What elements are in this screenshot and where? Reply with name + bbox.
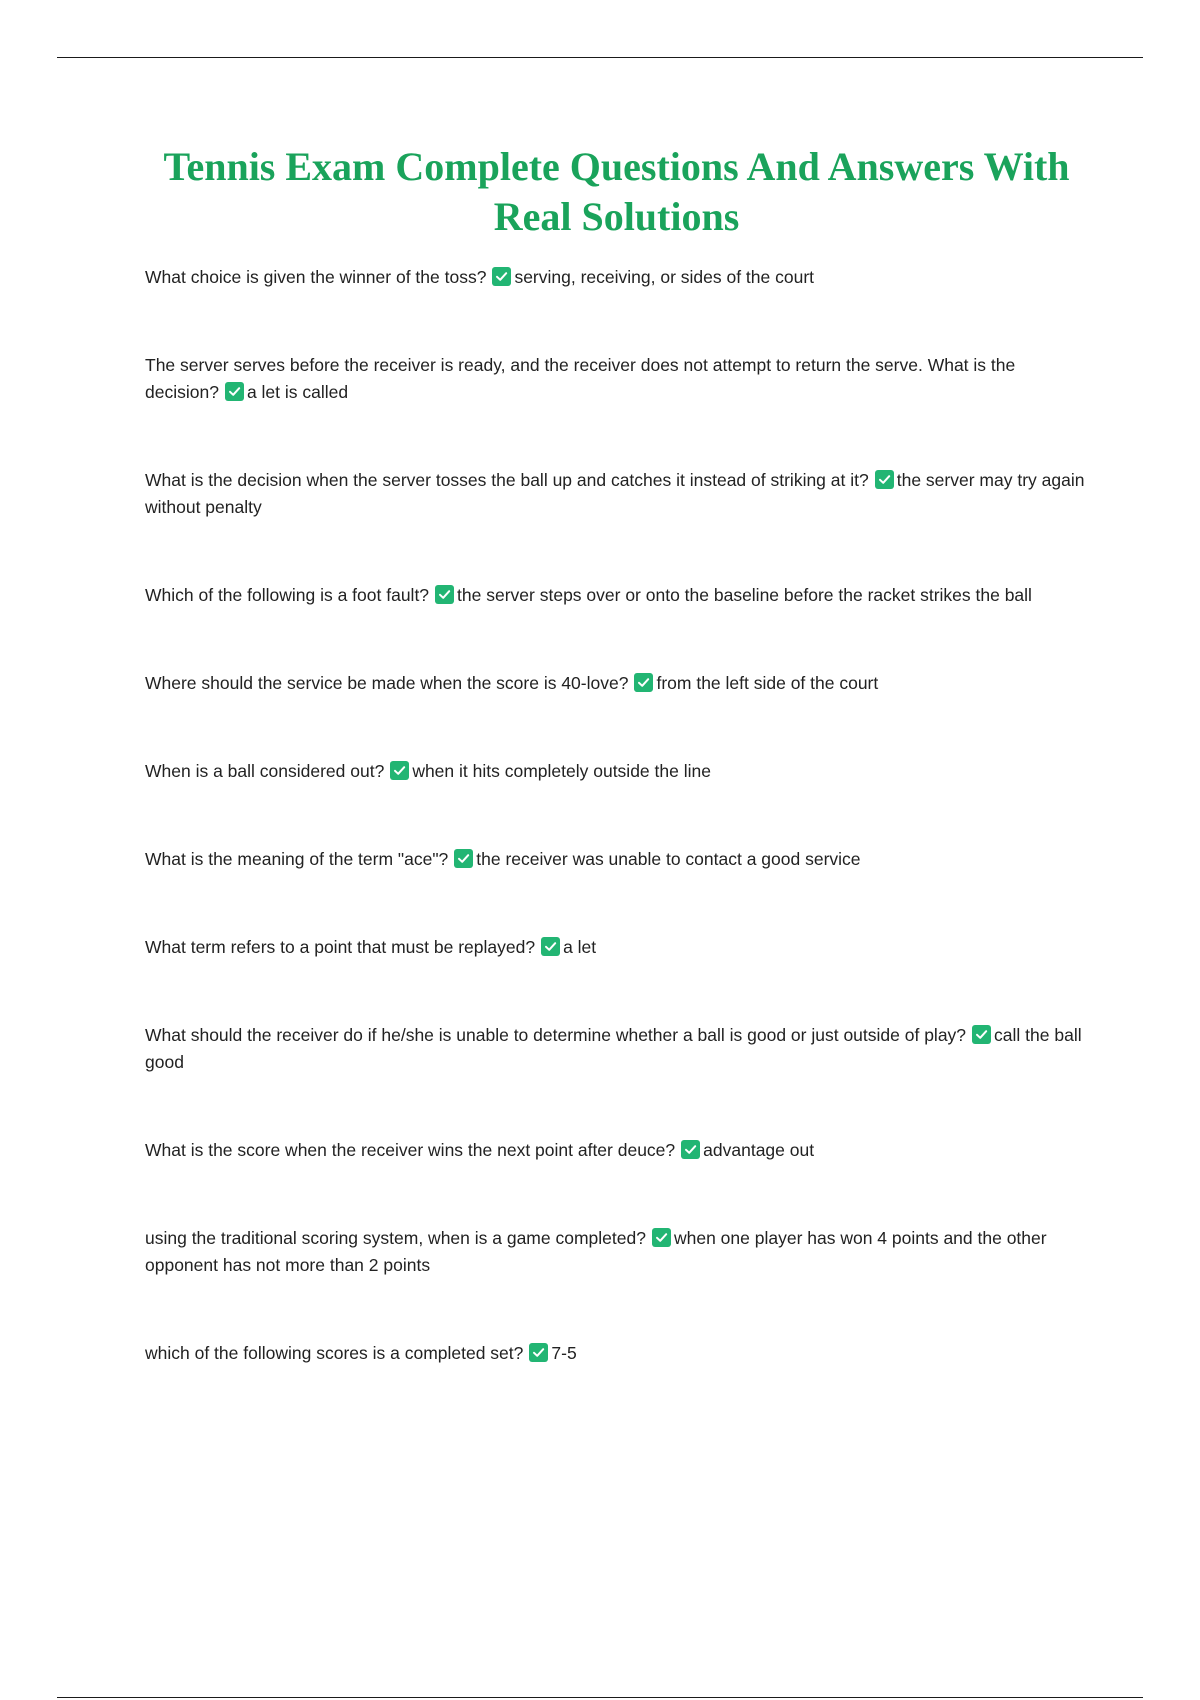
- answer-text: from the left side of the court: [656, 673, 879, 693]
- checkmark-icon: [435, 585, 454, 604]
- answer-text: call the ball good: [145, 1025, 1082, 1072]
- question-text: Where should the service be made when the score is 40-love?: [145, 673, 629, 693]
- checkmark-icon: [390, 761, 409, 780]
- qa-item: [145, 1137, 1085, 1164]
- qa-item: [145, 352, 1085, 406]
- answer-text: the receiver was unable to contact a good service: [476, 849, 861, 869]
- checkmark-icon: [454, 849, 473, 868]
- checkmark-icon: [529, 1343, 548, 1362]
- checkmark-icon: [681, 1140, 700, 1159]
- checkmark-icon: [972, 1025, 991, 1044]
- checkmark-icon: [875, 470, 894, 489]
- answer-text: advantage out: [703, 1140, 815, 1160]
- question-text: What is the decision when the server tosses the ball up and catches it instead of striking at it?: [145, 470, 869, 490]
- question-text: The server serves before the receiver is ready, and the receiver does not attempt to return the serve. What is the decision?: [145, 355, 1016, 402]
- answer-text: a let: [563, 937, 597, 957]
- qa-item: [145, 846, 1085, 873]
- question-text: When is a ball considered out?: [145, 761, 385, 781]
- answer-text: 7-5: [551, 1343, 577, 1363]
- answer-text: serving, receiving, or sides of the court: [514, 267, 815, 287]
- question-text: What is the meaning of the term "ace"?: [145, 849, 449, 869]
- qa-item: [145, 1340, 1085, 1367]
- qa-item: [145, 670, 1085, 697]
- question-text: What is the score when the receiver wins the next point after deuce?: [145, 1140, 676, 1160]
- question-text: What should the receiver do if he/she is unable to determine whether a ball is good or just outside of play?: [145, 1025, 967, 1045]
- answer-text: a let is called: [246, 382, 349, 402]
- question-text: What choice is given the winner of the toss?: [145, 267, 487, 287]
- answer-text: when it hits completely outside the line: [412, 761, 711, 781]
- qa-item: [145, 758, 1085, 785]
- question-text: which of the following scores is a completed set?: [145, 1343, 524, 1363]
- question-text: What term refers to a point that must be replayed?: [145, 937, 536, 957]
- qa-list: [145, 264, 1085, 1367]
- top-rule: [57, 57, 1143, 58]
- answer-text: the server steps over or onto the baseline before the racket strikes the ball: [457, 585, 1032, 605]
- checkmark-icon: [652, 1228, 671, 1247]
- document-title: Tennis Exam Complete Questions And Answers With Real Solutions: [163, 144, 1070, 239]
- question-text: Which of the following is a foot fault?: [145, 585, 430, 605]
- qa-item: [145, 1225, 1085, 1279]
- qa-item: [145, 582, 1085, 609]
- answer-text: the server may try again without penalty: [145, 470, 1085, 517]
- checkmark-icon: [541, 937, 560, 956]
- question-text: using the traditional scoring system, when is a game completed?: [145, 1228, 646, 1248]
- checkmark-icon: [492, 267, 511, 286]
- checkmark-icon: [634, 673, 653, 692]
- qa-item: [145, 934, 1085, 961]
- qa-item: [145, 264, 1085, 291]
- qa-item: [145, 467, 1085, 521]
- answer-text: when one player has won 4 points and the other opponent has not more than 2 points: [145, 1228, 1047, 1275]
- bottom-rule: [57, 1697, 1143, 1698]
- qa-item: [145, 1022, 1085, 1076]
- checkmark-icon: [225, 382, 244, 401]
